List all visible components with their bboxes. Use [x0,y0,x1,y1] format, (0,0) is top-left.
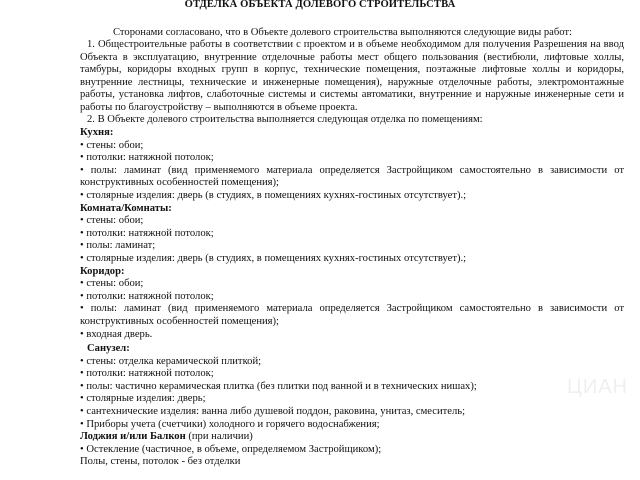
section-heading-loggia [80,431,624,444]
list-item: • столярные изделия: дверь; [80,393,206,405]
list-item: • полы: ламинат (вид применяемого материала определяется Застройщиком самостоятельно в зависимости от конструктивных особенностей помещения); [80,164,624,189]
room-finishing-list [80,127,624,469]
document-title: ОТДЕЛКА ОБЪЕКТА ДОЛЕВОГО СТРОИТЕЛЬСТВА [184,0,456,10]
section-heading-rooms: Комната/Комнаты: [80,202,172,214]
list-item: • стены: обои; [80,139,144,151]
list-item: • полы: частично керамическая плитка (без плитки под ванной и в технических нишах); [80,380,477,392]
watermark-logo: ЦИАН [567,376,628,399]
paragraph-general-works: 1. Общестроительные работы в соответствии с проектом и в объеме необходимом для получения Разрешения на ввод Объекта в эксплуатацию, внутренние отделочные работы мест общего пользования (вестибюли, лифтовые холлы, тамбуры, коридоры входных групп в корпус, технические помещения, поэтажные лифтовые холлы и коридоры, внутренние лестницы, технические и инженерные помещения), наружные отделочные работы, электромонтажные работы, установка лифтов, слаботочные системы и системы автоматики, внутренние и наружные инженерные сети и работы по благоустройству – выполняются в объеме проекта. [80,39,624,113]
loggia-heading-note: (при наличии) [188,431,253,443]
list-item: • Приборы учета (счетчики) холодного и горячего водоснабжения; [80,418,380,430]
list-item: • стены: обои; [80,278,144,290]
list-item: • столярные изделия: дверь (в студиях, в помещениях кухнях-гостиных отсутствует).; [80,189,467,201]
list-item: • потолки: натяжной потолок; [80,227,214,239]
list-item: • сантехнические изделия: ванна либо душевой поддон, раковина, унитаз, смеситель; [80,406,466,418]
list-item: Полы, стены, потолок - без отделки [80,456,241,468]
list-item: • стены: обои; [80,215,144,227]
list-item: • полы: ламинат; [80,240,156,252]
list-item: • потолки: натяжной потолок; [80,152,214,164]
list-item: • столярные изделия: дверь (в студиях, в помещениях кухнях-гостиных отсутствует).; [80,252,467,264]
section-heading-bathroom: Санузел: [87,343,130,355]
intro-text: Сторонами согласовано, что в Объекте долевого строительства выполняются следующие виды работ: [113,27,572,38]
list-item: • входная дверь. [80,328,153,340]
loggia-heading-text: Лоджия и/или Балкон [80,431,186,443]
list-item: • потолки: натяжной потолок; [80,290,214,302]
paragraph-finishing-by-room: 2. В Объекте долевого строительства выполняется следующая отделка по помещениям: [87,114,483,125]
section-heading-kitchen: Кухня: [80,127,114,138]
list-item: • Остекление (частичное, в объеме, определяемом Застройщиком); [80,443,382,455]
list-item: • стены: отделка керамической плиткой; [80,355,262,367]
list-item: • полы: ламинат (вид применяемого материала определяется Застройщиком самостоятельно в зависимости от конструктивных особенностей помещения); [80,303,624,327]
section-heading-corridor: Коридор: [80,265,125,277]
list-item: • потолки: натяжной потолок; [80,368,214,380]
